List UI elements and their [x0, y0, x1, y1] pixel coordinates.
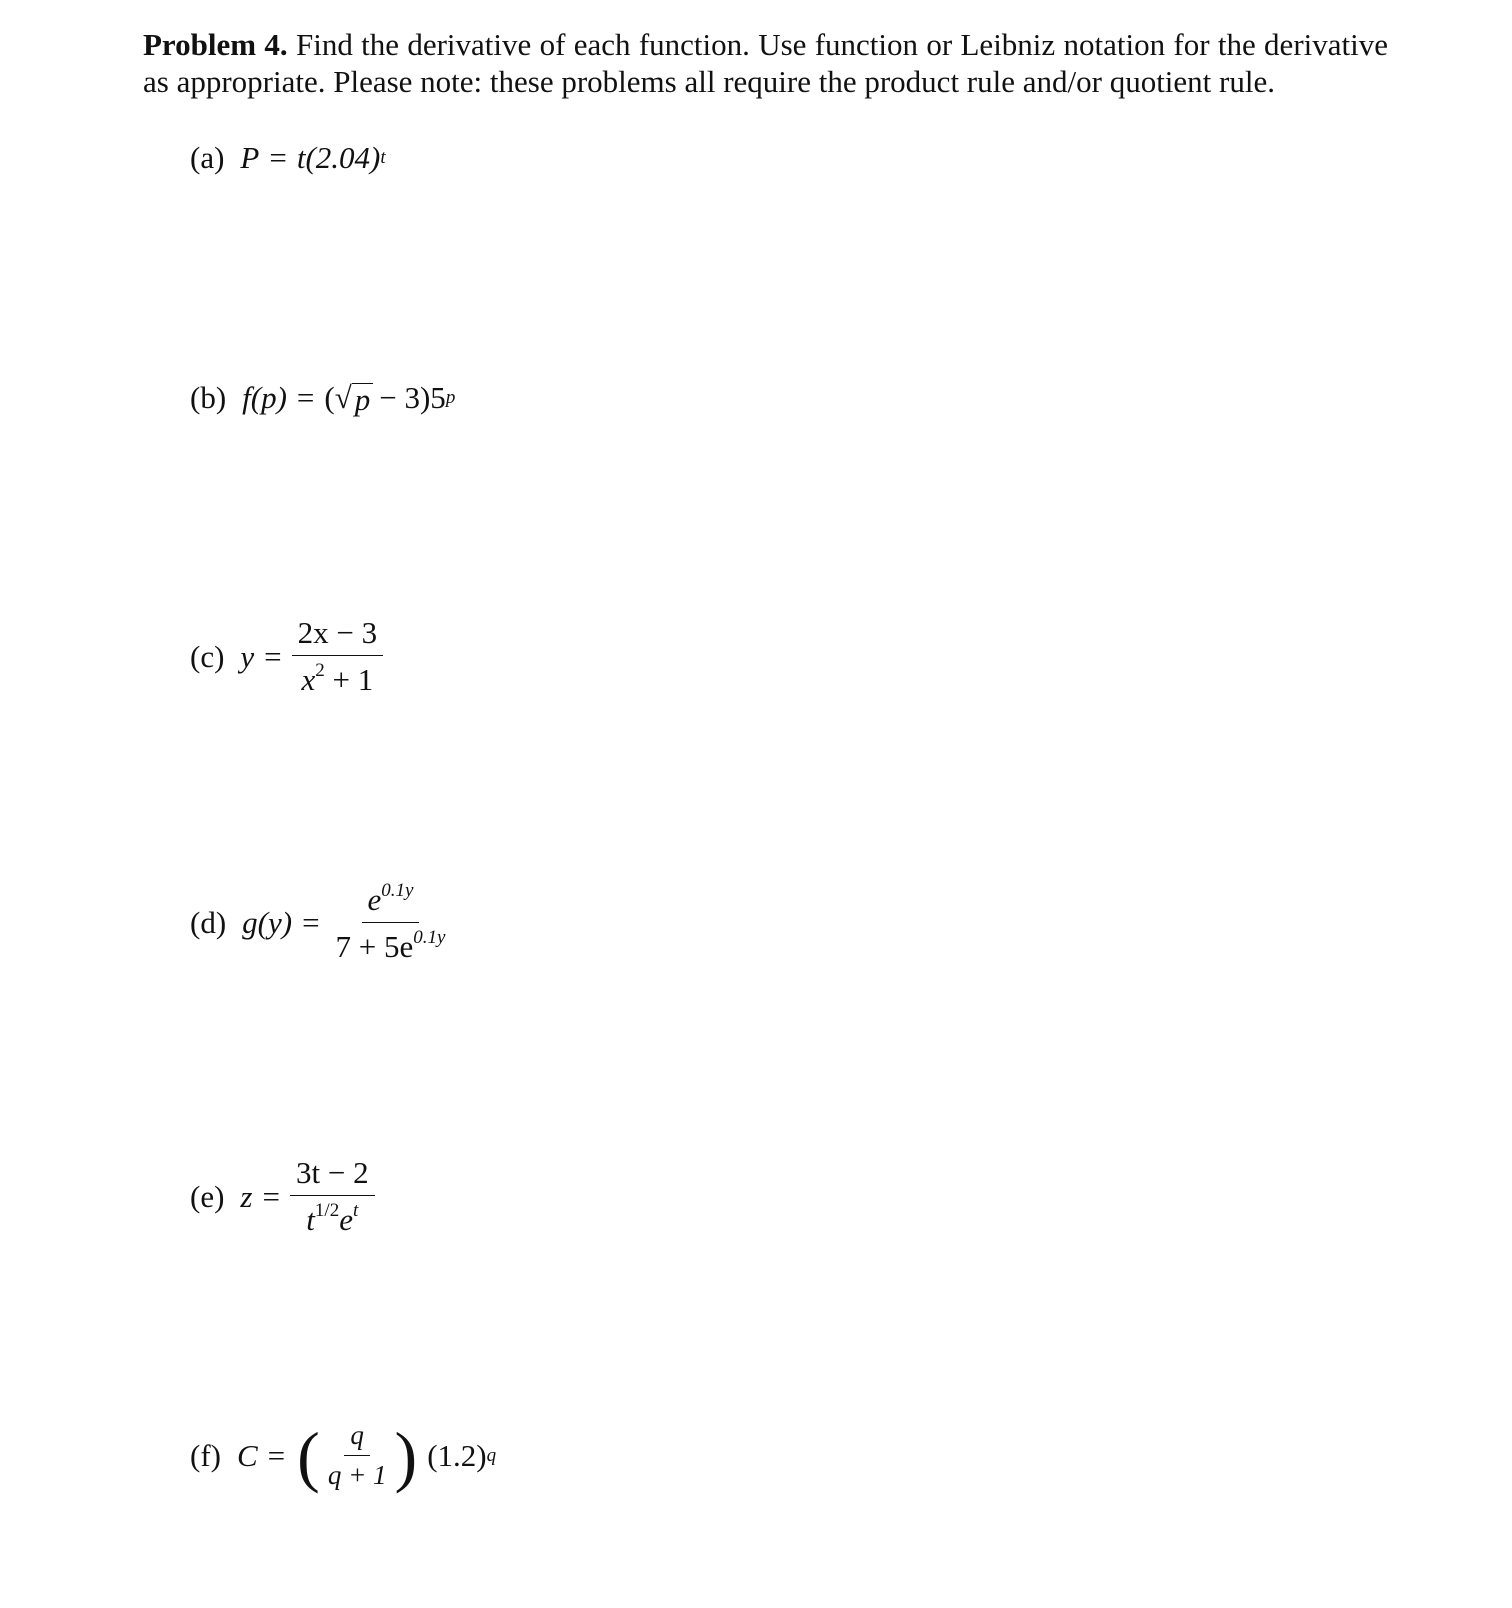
part-a-rhs: t(2.04) [296, 140, 381, 175]
part-c: (c) y = $\frac{2x - 3}{x^2 + 1}$ [190, 615, 383, 698]
problem-statement [143, 26, 1388, 100]
part-c-fraction [292, 615, 383, 698]
part-c-numerator: 2x − 3 [292, 615, 383, 656]
right-paren: ) [394, 1417, 418, 1494]
part-b-exponent: p [445, 387, 456, 408]
part-d-fraction [330, 880, 452, 965]
part-f-exponent: q [486, 1444, 497, 1466]
part-f-rest: (1.2) [427, 1437, 487, 1473]
problem-text: Find the derivative of each function. Use function or Leibniz notation for the derivative as appropriate. Please note: these problems all require the product rule and/or quotient rule. [143, 27, 1389, 99]
part-e-fraction [290, 1155, 375, 1238]
part-a-exponent: t [380, 147, 386, 168]
problem-label: Problem 4. [143, 27, 288, 62]
part-f-fraction [322, 1420, 393, 1491]
part-c-label: (c) [190, 638, 225, 674]
part-e-lhs: z [240, 1178, 253, 1214]
part-d: (d) g(y) = $\frac{e^{0.1y}}{7 + 5e^{0.1y}}$ [190, 880, 451, 965]
part-b-lhs: f(p) [242, 380, 287, 415]
part-c-lhs: y [240, 638, 255, 674]
part-a-lhs: P [240, 140, 260, 175]
part-e-denominator: $t^{1/2}e^t$ [306, 1200, 359, 1237]
sqrt-symbol: √ p [335, 380, 374, 416]
part-b-rest: − 3)5 [379, 380, 446, 415]
part-b-label: (b) [190, 380, 227, 415]
part-f-numerator: q [344, 1420, 370, 1456]
part-d-lhs: g(y) [242, 904, 293, 940]
left-paren: ( [297, 1417, 320, 1494]
part-d-numerator: $e^{0.1y}$ [362, 880, 420, 923]
part-b: (b) f(p) = ( √ p − 3)5 p [190, 380, 456, 417]
part-f-label: (f) [190, 1437, 221, 1473]
part-b-sqrt-arg: p [352, 383, 374, 416]
part-d-denominator: $7 + 5e^{0.1y}$ [335, 927, 446, 964]
part-e-numerator: 3t − 2 [290, 1155, 375, 1196]
part-a-label: (a) [190, 140, 225, 175]
part-f-denominator: q + 1 [327, 1460, 387, 1490]
part-e-label: (e) [190, 1178, 225, 1214]
part-f-lhs: C [236, 1437, 258, 1473]
part-f: (f) C = ( $\frac{q}{q + 1}$ ) (1.2) q [190, 1417, 497, 1494]
part-d-label: (d) [190, 904, 227, 940]
part-a: (a) P = t(2.04) t [190, 140, 386, 175]
part-e: (e) z = $\frac{3t - 2}{t^{1/2}e^t}$ [190, 1155, 375, 1238]
part-c-denominator: $x^2 + 1$ [301, 660, 374, 697]
